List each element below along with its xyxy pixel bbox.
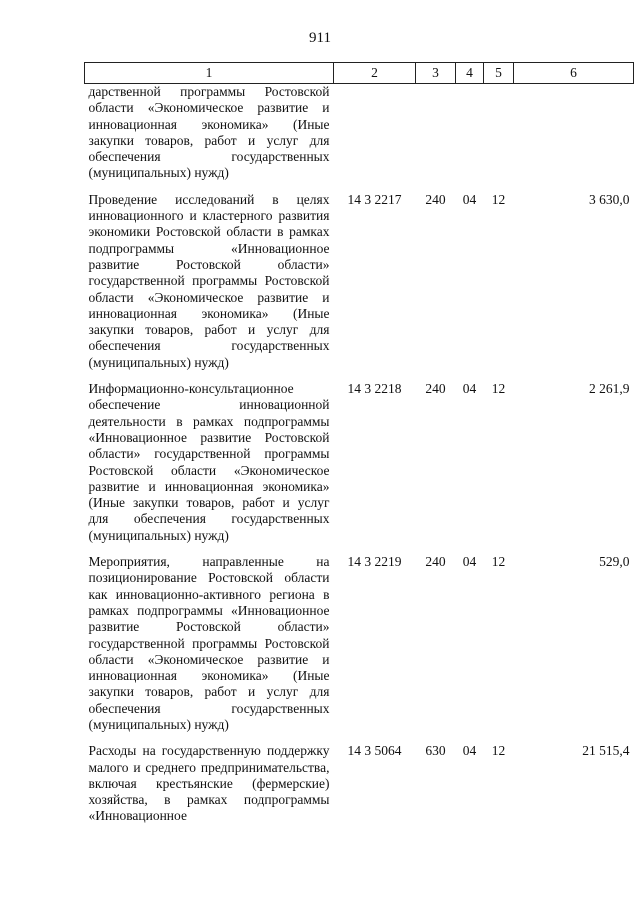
row-amount: 3 630,0 [589, 191, 630, 207]
col-header-5: 5 [484, 63, 514, 84]
col-header-4: 4 [456, 63, 484, 84]
col-header-2: 2 [334, 63, 416, 84]
row-expense-type: 240 [425, 554, 446, 570]
table-row [85, 554, 634, 743]
budget-table [84, 62, 634, 835]
row-expense-type: 630 [425, 743, 446, 759]
table-row [85, 84, 634, 192]
page-number: 911 [309, 30, 331, 46]
row-amount [514, 84, 634, 192]
table-row [85, 381, 634, 554]
row-subsection: 12 [491, 381, 506, 397]
row-description: Проведение исследований в целях инновационного и кластерного развития экономики Ростовской области в рамках подпрограммы «Инновационное развитие Ростовской области» государственной программы Ростовской области «Экономическое развитие и инновационная экономика» (Иные закупки товаров, работ и услуг для обеспечения государственных (муниципальных) нужд) [88, 191, 330, 370]
row-target-code: 14 3 5064 [347, 743, 402, 759]
row-expense-type: 240 [425, 191, 446, 207]
row-section: 04 [462, 191, 477, 207]
row-expense-type [416, 84, 456, 192]
row-subsection: 12 [491, 743, 506, 759]
table-row [85, 192, 634, 381]
row-target-code [334, 84, 416, 192]
table-row [85, 743, 634, 834]
row-section: 04 [462, 381, 477, 397]
row-description: дарственной программы Ростовской области «Экономическое развитие и инновационная экономика» (Иные закупки товаров, работ и услуг для обеспечения государственных (муниципальных) нужд) [88, 84, 330, 181]
row-description: Расходы на государственную поддержку малого и среднего предпринимательства, включая крестьянские (фермерские) хозяйства, в рамках подпрограммы «Инновационное [88, 743, 330, 824]
row-amount: 2 261,9 [589, 381, 630, 397]
row-subsection: 12 [491, 191, 506, 207]
col-header-3: 3 [416, 63, 456, 84]
row-target-code: 14 3 2217 [347, 191, 402, 207]
row-amount: 529,0 [599, 554, 630, 570]
col-header-6: 6 [514, 63, 634, 84]
row-amount: 21 515,4 [582, 743, 630, 759]
row-subsection [484, 84, 514, 192]
row-target-code: 14 3 2219 [347, 554, 402, 570]
row-description: Мероприятия, направленные на позиционирование Ростовской области как инновационно-активного региона в рамках подпрограммы «Инновационное развитие Ростовской области» государственной программы Ростовской области «Экономическое развитие и инновационная экономика» (Иные закупки товаров, работ и услуг для обеспечения государственных (муниципальных) нужд) [88, 554, 330, 732]
row-section [456, 84, 484, 192]
header-row [85, 63, 634, 84]
col-header-1: 1 [85, 63, 334, 84]
row-section: 04 [462, 743, 477, 759]
row-subsection: 12 [491, 554, 506, 570]
row-target-code: 14 3 2218 [347, 381, 402, 397]
row-description: Информационно-консультационное обеспечение инновационной деятельности в рамках подпрограммы «Инновационное развитие Ростовской области» государственной программы Ростовской области «Экономическое развитие и инновационная экономика» (Иные закупки товаров, работ и услуг для обеспечения государственных (муниципальных) нужд) [88, 381, 330, 543]
row-section: 04 [462, 554, 477, 570]
row-expense-type: 240 [425, 381, 446, 397]
